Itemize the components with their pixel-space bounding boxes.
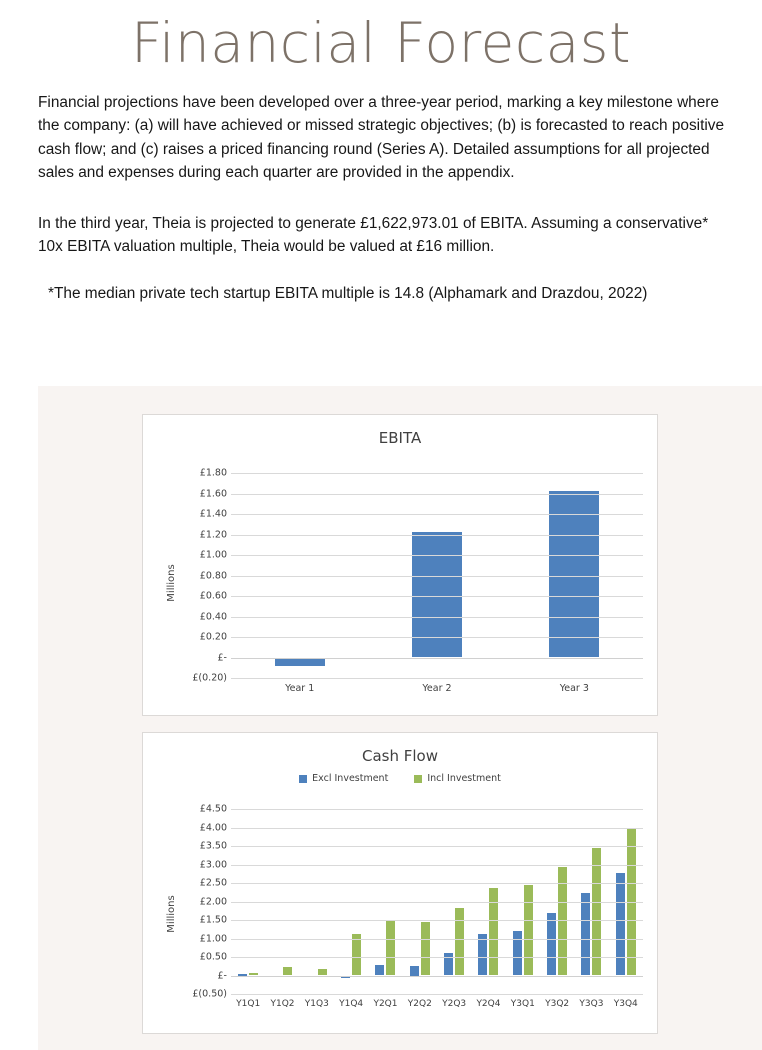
y-tick-label: £3.50 (199, 840, 227, 852)
y-tick-label: £4.00 (199, 822, 227, 833)
bar-ebita (275, 658, 325, 666)
y-tick-label: £(0.50) (192, 988, 227, 1000)
bar-excl-investment (513, 931, 522, 976)
bar-ebita (412, 532, 462, 657)
ebita-y-axis-title: Millions (166, 564, 178, 602)
cashflow-plot-area (231, 809, 643, 994)
bar-incl-investment (386, 920, 395, 975)
y-tick-label: £1.60 (199, 488, 227, 499)
gridline (231, 658, 643, 659)
y-tick-label: £- (217, 652, 227, 663)
x-tick-label: Y3Q4 (613, 999, 638, 1009)
x-tick-label: Y3Q2 (545, 999, 570, 1009)
gridline (231, 846, 643, 847)
x-tick-label: Year 3 (559, 683, 589, 694)
ebita-chart-title: EBITA (378, 429, 422, 447)
y-tick-label: £1.00 (199, 549, 227, 561)
gridline (231, 976, 643, 977)
cashflow-legend (143, 773, 657, 784)
y-tick-label: £0.50 (199, 951, 227, 963)
y-tick-label: £2.50 (199, 877, 227, 889)
y-tick-label: £3.00 (199, 859, 227, 870)
ebita-x-labels (231, 683, 643, 694)
ebita-chart-card (142, 414, 658, 716)
x-tick-label: Year 2 (422, 683, 452, 694)
gridline (231, 637, 643, 638)
gridline (231, 678, 643, 679)
gridline (231, 957, 643, 958)
y-tick-label: £0.60 (199, 590, 227, 602)
ebita-plot (143, 457, 657, 709)
legend-swatch-icon (299, 775, 307, 783)
charts-panel (38, 386, 762, 1050)
paragraph-valuation: In the third year, Theia is projected to generate £1,622,973.01 of EBITA. Assuming a conservative* 10x EBITA valuation multiple, Theia would be valued at £16 million. (38, 214, 709, 256)
bar-excl-investment (375, 965, 384, 976)
gridline (231, 617, 643, 618)
y-tick-label: £0.40 (199, 611, 227, 622)
page-title: Financial Forecast (130, 11, 632, 75)
cashflow-x-labels (231, 999, 643, 1009)
y-tick-label: £1.20 (199, 529, 227, 540)
x-tick-label: Y2Q2 (407, 999, 432, 1009)
legend-item[interactable] (414, 773, 501, 784)
gridline (231, 994, 643, 995)
bar-incl-investment (524, 885, 533, 976)
bar-incl-investment (318, 969, 327, 976)
y-tick-label: £4.50 (199, 803, 227, 815)
gridline (231, 920, 643, 921)
bar-excl-investment (616, 873, 625, 975)
legend-swatch-icon (414, 775, 422, 783)
y-tick-label: £1.80 (199, 467, 227, 479)
bar-incl-investment (352, 934, 361, 976)
paragraph-footnote: *The median private tech startup EBITA multiple is 14.8 (Alphamark and Drazdou, 2022) (48, 285, 648, 303)
legend-label: Excl Investment (312, 773, 389, 784)
gridline (231, 809, 643, 810)
x-tick-label: Y1Q4 (339, 999, 364, 1009)
y-tick-label: £(0.20) (192, 672, 227, 684)
x-tick-label: Y2Q1 (373, 999, 398, 1009)
bar-excl-investment (581, 893, 590, 975)
gridline (231, 473, 643, 474)
ebita-plot-area (231, 473, 643, 678)
legend-label: Incl Investment (427, 773, 501, 784)
x-tick-label: Y3Q3 (579, 999, 604, 1009)
x-tick-label: Y2Q3 (442, 999, 467, 1009)
cashflow-y-axis-title: Millions (166, 895, 178, 933)
bar-excl-investment (410, 966, 419, 975)
cashflow-chart-title: Cash Flow (362, 747, 438, 765)
x-tick-label: Year 1 (285, 683, 315, 694)
y-tick-label: £0.80 (199, 570, 227, 581)
gridline (231, 902, 643, 903)
gridline (231, 576, 643, 577)
gridline (231, 514, 643, 515)
bar-incl-investment (455, 908, 464, 976)
y-tick-label: £1.50 (199, 914, 227, 926)
cashflow-chart-card (142, 732, 658, 1034)
y-tick-label: £- (217, 970, 227, 981)
bar-ebita (549, 491, 599, 657)
y-tick-label: £0.20 (199, 631, 227, 643)
x-tick-label: Y1Q3 (304, 999, 329, 1009)
gridline (231, 596, 643, 597)
cashflow-plot (143, 797, 657, 1031)
x-tick-label: Y3Q1 (510, 999, 535, 1009)
bar-incl-investment (283, 967, 292, 975)
gridline (231, 828, 643, 829)
paragraph-projections: Financial projections have been developed over a three-year period, marking a key milestone where the company: (a) will have achieved or missed strategic objectives; (b) is forecasted to reach positive cash flow; and (c) raises a priced financing round (Series A). Detailed assumptions for all projected sales and expenses during each quarter are provided in the appendix. (38, 94, 725, 182)
x-tick-label: Y2Q4 (476, 999, 501, 1009)
body-copy (0, 91, 762, 306)
legend-item[interactable] (299, 773, 388, 784)
y-tick-label: £1.00 (199, 933, 227, 944)
gridline (231, 535, 643, 536)
bar-incl-investment (421, 922, 430, 976)
gridline (231, 883, 643, 884)
gridline (231, 494, 643, 495)
bar-excl-investment (547, 913, 556, 976)
gridline (231, 939, 643, 940)
x-tick-label: Y1Q1 (236, 999, 261, 1009)
gridline (231, 865, 643, 866)
x-tick-label: Y1Q2 (270, 999, 295, 1009)
y-tick-label: £1.40 (199, 508, 227, 520)
bar-excl-investment (478, 934, 487, 975)
bar-excl-investment (444, 953, 453, 976)
gridline (231, 555, 643, 556)
y-tick-label: £2.00 (199, 896, 227, 907)
